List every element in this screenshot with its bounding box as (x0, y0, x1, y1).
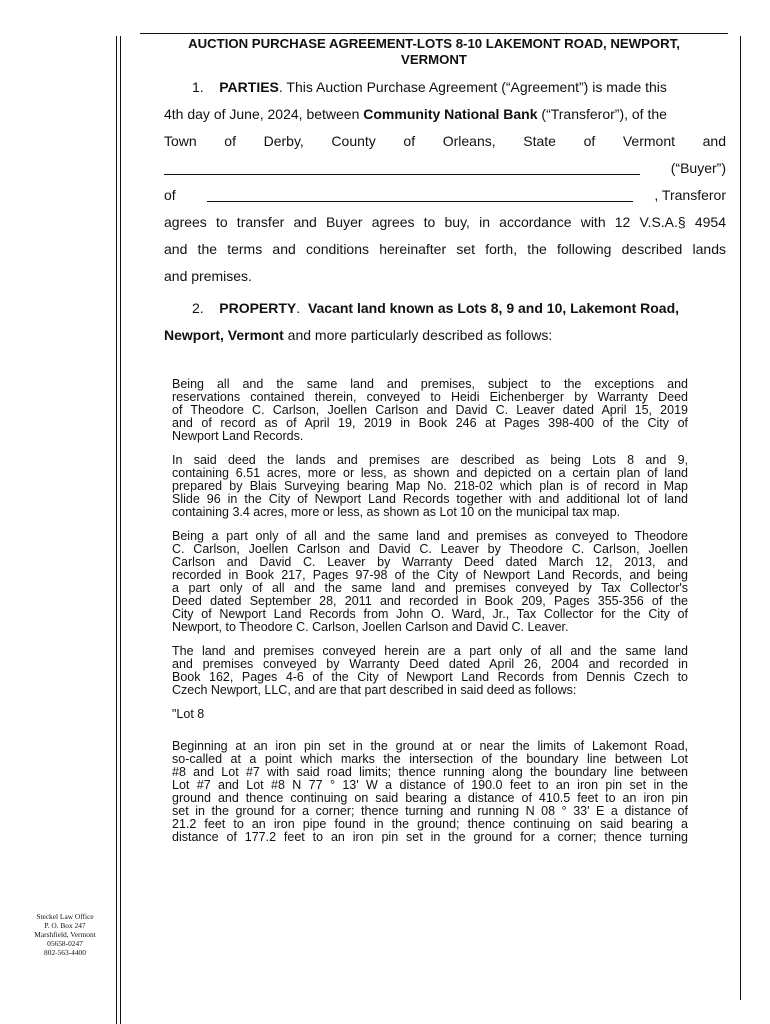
sidebar-line: Steckel Law Office (36, 912, 94, 921)
property-line-1: 2. PROPERTY. Vacant land known as Lots 8, 9 and 10, Lakemont Road, (192, 300, 680, 316)
left-margin-rule (116, 36, 117, 1024)
description-paragraph: Being all and the same land and premises, subject to the exceptions and reservations contained therein, conveyed to Heidi Eichenberger by Warranty Deed of Theodore C. Carlson, Joellen Carlson and David C. Leaver dated April 15, 2019 and of record as of April 19, 2019 in Book 246 at Pages 398-400 of the City of Newport Land Records. (172, 377, 688, 443)
buyer-address-line: of , Transferor (164, 187, 726, 203)
parties-line-8: and premises. (164, 268, 252, 284)
sidebar-line: P. O. Box 247 (44, 921, 86, 930)
section-property (164, 295, 726, 349)
sidebar-line: 05658-0247 (47, 939, 83, 948)
sidebar-line: 802-563-4400 (44, 948, 86, 957)
buyer-name-blank (164, 158, 640, 175)
parties-line-3: Town of Derby, County of Orleans, State of Vermont and (164, 133, 726, 149)
parties-line-1: 1. PARTIES. This Auction Purchase Agreement (“Agreement”) is made this (192, 79, 667, 95)
section-heading: PROPERTY (219, 300, 297, 316)
property-line-2: Newport, Vermont and more particularly described as follows: (164, 327, 553, 343)
section-parties (164, 74, 726, 290)
property-description (172, 378, 688, 855)
buyer-name-line: (“Buyer”) (164, 155, 726, 182)
description-paragraph: Being a part only of all and the same land and premises as conveyed to Theodore C. Carlson, Joellen Carlson and David C. Leaver by Theodore C. Carlson, Joellen Carlson and David C. Leaver by Warranty Deed dated March 12, 2013, and recorded in Book 217, Pages 97-98 of the City of Newport Land Records, and being a part only of all and the same land and premises conveyed by Tax Collector's Deed dated September 28, 2011 and recorded in Book 209, Pages 355-356 of the City of Newport Land Records from John O. Ward, Jr., Tax Collector for the City of Newport, to Theodore C. Carlson, Joellen Carlson and David C. Leaver. (172, 529, 688, 634)
description-paragraph: In said deed the lands and premises are described as being Lots 8 and 9, containing 6.51 acres, more or less, as shown and depicted on a certain plan of land prepared by Blais Surveying bearing Map No. 218-02 which plan is of record in Map Slide 96 in the City of Newport Land Records together with and additional lot of land containing 3.4 acres, more or less, as shown as Lot 10 on the municipal tax map. (172, 453, 688, 519)
parties-line-2: 4th day of June, 2024, between Community National Bank (“Transferor”), of the (164, 106, 667, 122)
left-margin-rule-inner (120, 36, 121, 1024)
parties-line-7: and the terms and conditions hereinafter set forth, the following described lands (164, 241, 726, 257)
top-rule (140, 33, 728, 34)
section-heading: PARTIES (219, 79, 279, 95)
right-margin-rule (740, 36, 741, 1000)
parties-line-6: agrees to transfer and Buyer agrees to buy, in accordance with 12 V.S.A.§ 4954 (164, 214, 726, 230)
title-line: VERMONT (401, 52, 467, 67)
law-office-sidebar (20, 912, 110, 957)
description-paragraph: Beginning at an iron pin set in the ground at or near the limits of Lakemont Road, so-called at a point which marks the intersection of the boundary line between Lot #8 and Lot #7 with said road limits; thence running along the boundary line between Lot #7 and Lot #8 N 77 ° 13' W a distance of 190.0 feet to an iron pin set in the ground and thence continuing on said bearing a distance of 410.5 feet to an iron pin set in the ground for a corner; thence turning and running N 08 ° 33' E a distance of 21.2 feet to an iron pipe found in the ground; thence continuing on said bearing a distance of 177.2 feet to an iron pin set in the ground for a corner; thence turning (172, 739, 688, 844)
document-title (140, 36, 728, 68)
buyer-address-blank (207, 187, 633, 202)
section-number: 1. (192, 79, 204, 95)
lot-heading: "Lot 8 (172, 707, 205, 721)
description-paragraph: The land and premises conveyed herein are a part only of all and the same land and premises conveyed by Warranty Deed dated April 26, 2004 and recorded in Book 162, Pages 4-6 of the City of Newport Land Records from Dennis Czech to Czech Newport, LLC, and are that part described in said deed as follows: (172, 644, 688, 697)
transferor-name: Community National Bank (363, 106, 538, 122)
section-number: 2. (192, 300, 204, 316)
title-line: AUCTION PURCHASE AGREEMENT-LOTS 8-10 LAKEMONT ROAD, NEWPORT, (188, 36, 680, 51)
sidebar-line: Marshfield, Vermont (34, 930, 96, 939)
